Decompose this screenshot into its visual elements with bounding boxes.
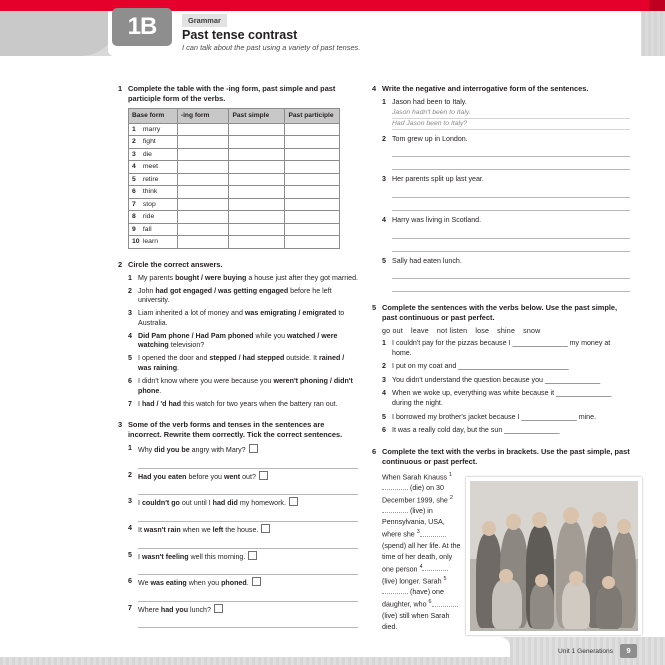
sentence-text: It was a really cold day, but the sun ______________: [392, 426, 560, 435]
table-row: [129, 198, 340, 211]
cell-base-form: 8 ride: [129, 211, 178, 224]
blank-line[interactable]: [382, 593, 408, 594]
tick-checkbox[interactable]: [261, 524, 270, 533]
col-ing-form: -ing form: [177, 108, 229, 123]
wordbox-item: snow: [523, 327, 541, 336]
prompt-sentence: Jason had been to Italy.: [392, 97, 467, 106]
item-number: 1: [382, 97, 386, 106]
item-number: 4: [382, 389, 386, 398]
item-number: 2: [382, 362, 386, 371]
right-column: [372, 84, 630, 644]
answer-line[interactable]: [392, 282, 630, 292]
list-item[interactable]: [382, 98, 630, 130]
list-item[interactable]: [382, 413, 630, 423]
list-item[interactable]: 2 Had you eaten before you went out?: [128, 471, 358, 496]
cell-base-form: 2 fight: [129, 136, 178, 149]
item-number: 6: [128, 377, 132, 386]
item-number: 5: [382, 256, 386, 265]
list-item[interactable]: 1 Why did you be angry with Mary?: [128, 444, 358, 469]
item-number: 4: [382, 216, 386, 225]
exercise-2-title: Circle the correct answers.: [128, 259, 223, 269]
list-item[interactable]: 1 My parents bought / were buying a house just after they got married.: [128, 273, 358, 282]
cell-past-participle[interactable]: [285, 186, 340, 199]
list-item[interactable]: 7 I had / 'd had this watch for two years when the battery ran out.: [128, 399, 338, 408]
exercise-5-title: Complete the sentences with the verbs below. Use the past simple, past continuous or past perfect.: [382, 303, 618, 323]
table-row: [129, 236, 340, 249]
blank-marker: 1: [449, 471, 453, 478]
answer-line[interactable]: [138, 539, 358, 549]
cell-ing-form[interactable]: [177, 148, 229, 161]
cell-past-participle[interactable]: [285, 211, 340, 224]
item-number: 5: [128, 354, 132, 363]
item-number: 3: [382, 375, 386, 384]
exercise-3-number: 3: [118, 420, 123, 430]
table-row: [129, 136, 340, 149]
list-item[interactable]: 5 I opened the door and stepped / had stepped outside. It rained / was raining.: [128, 354, 345, 373]
cell-base-form: 3 die: [129, 148, 178, 161]
list-item[interactable]: 7 Where had you lunch?: [128, 604, 358, 629]
blank-line[interactable]: [432, 606, 458, 607]
tick-checkbox[interactable]: [248, 551, 257, 560]
footer-white-panel: [0, 637, 510, 657]
cell-ing-form[interactable]: [177, 186, 229, 199]
cell-ing-form[interactable]: [177, 123, 229, 136]
page-subtitle: I can talk about the past using a variety of past tenses.: [182, 43, 361, 52]
exercise-6-title: Complete the text with the verbs in brackets. Use the past simple, past continuous or past perfect.: [382, 446, 630, 466]
blank-marker: 2: [449, 494, 453, 501]
item-number: 7: [128, 603, 132, 612]
cell-past-simple[interactable]: [229, 136, 285, 149]
list-item[interactable]: [382, 362, 630, 372]
blank-line[interactable]: [422, 570, 448, 571]
list-item[interactable]: [382, 339, 630, 358]
cell-ing-form[interactable]: [177, 236, 229, 249]
item-number: 3: [382, 175, 386, 184]
sample-answer: Had Jason been to Italy?: [392, 119, 630, 130]
cell-ing-form[interactable]: [177, 211, 229, 224]
sentence-text: I couldn't pay for the pizzas because I ______________ my money at home.: [392, 339, 611, 357]
exercise-6-content: [382, 471, 630, 633]
cell-past-participle[interactable]: [285, 223, 340, 236]
exercise-4-list: [382, 98, 630, 292]
top-red-bar-accent: [649, 0, 665, 11]
answer-line[interactable]: [392, 160, 630, 170]
answer-line[interactable]: [392, 188, 630, 198]
tick-checkbox[interactable]: [249, 444, 258, 453]
cell-base-form: 5 retire: [129, 173, 178, 186]
prompt-sentence: Harry was living in Scotland.: [392, 216, 482, 225]
cell-base-form: 6 think: [129, 186, 178, 199]
cell-past-participle[interactable]: [285, 161, 340, 174]
text-run: (live) longer. Sarah: [382, 577, 444, 586]
wordbox-item: leave: [410, 327, 429, 336]
item-number: 2: [128, 470, 132, 479]
text-run: (live) in Pennsylvania, USA, where she: [382, 507, 445, 539]
wordbox-item: lose: [475, 327, 490, 336]
cell-past-simple[interactable]: [229, 236, 285, 249]
sentence-text: When we woke up, everything was white because it ______________ during the night.: [392, 389, 612, 407]
answer-line[interactable]: [392, 229, 630, 239]
blank-marker: 5: [443, 575, 447, 582]
item-number: 2: [128, 286, 132, 295]
sample-answer: Jason hadn't been to Italy.: [392, 108, 630, 119]
cell-ing-form[interactable]: [177, 161, 229, 174]
list-item[interactable]: [382, 135, 630, 171]
table-row: [129, 173, 340, 186]
cell-past-simple[interactable]: [229, 123, 285, 136]
answer-line[interactable]: [392, 201, 630, 211]
list-item[interactable]: 6 I didn't know where you were because you weren't phoning / didn't phone.: [128, 377, 353, 395]
col-past-simple: Past simple: [229, 108, 285, 123]
text-run: (spend) all her life. At the time of her death, only one person: [382, 541, 461, 573]
cell-ing-form[interactable]: [177, 223, 229, 236]
exercise-5: [372, 303, 630, 435]
cell-past-simple[interactable]: [229, 161, 285, 174]
tick-checkbox[interactable]: [259, 471, 268, 480]
sentence-text: You didn't understand the question because you ______________: [392, 375, 601, 384]
list-item[interactable]: 6 We was eating when you phoned.: [128, 577, 358, 602]
page-number: 9: [620, 644, 637, 658]
cell-past-simple[interactable]: [229, 198, 285, 211]
exercise-4-title: Write the negative and interrogative form of the sentences.: [382, 84, 589, 93]
prompt-sentence: Sally had eaten lunch.: [392, 256, 462, 265]
blank-marker: 3: [416, 529, 420, 536]
family-photo: [466, 477, 642, 635]
table-row: [129, 211, 340, 224]
exercise-5-number: 5: [372, 303, 377, 313]
cell-base-form: 9 fall: [129, 223, 178, 236]
wordbox-item: shine: [497, 327, 516, 336]
item-number: 3: [128, 309, 132, 318]
list-item[interactable]: 4 Did Pam phone / Had Pam phoned while you watched / were watching television?: [128, 331, 338, 350]
list-item[interactable]: [382, 257, 630, 293]
list-item[interactable]: 5 I wasn't feeling well this morning.: [128, 551, 358, 576]
list-item[interactable]: [382, 376, 630, 386]
exercise-2-list: [128, 274, 358, 410]
answer-line[interactable]: [392, 147, 630, 157]
answer-line[interactable]: [392, 269, 630, 279]
list-item[interactable]: 3 I couldn't go out until I had did my homework.: [128, 497, 358, 522]
footer-label: Unit 1 Generations: [558, 648, 613, 655]
cell-past-participle[interactable]: [285, 123, 340, 136]
answer-line[interactable]: [138, 485, 358, 495]
exercise-3-list: [128, 444, 358, 628]
cell-past-participle[interactable]: [285, 236, 340, 249]
text-run: (have) one daughter, who: [382, 588, 444, 609]
exercise-1: [118, 84, 358, 249]
blank-line[interactable]: [420, 536, 446, 537]
col-past-participle: Past participle: [285, 108, 340, 123]
cell-past-participle[interactable]: [285, 173, 340, 186]
wordbox-item: go out: [382, 327, 403, 336]
answer-line[interactable]: [138, 459, 358, 469]
cell-base-form: 4 meet: [129, 161, 178, 174]
top-red-bar: [0, 0, 665, 11]
cell-ing-form[interactable]: [177, 136, 229, 149]
cell-past-simple[interactable]: [229, 186, 285, 199]
cell-base-form: 10 learn: [129, 236, 178, 249]
grammar-tag: Grammar: [182, 14, 227, 27]
cell-past-participle[interactable]: [285, 198, 340, 211]
answer-line[interactable]: [138, 592, 358, 602]
tick-checkbox[interactable]: [252, 577, 261, 586]
cell-ing-form[interactable]: [177, 198, 229, 211]
exercise-1-title: Complete the table with the -ing form, past simple and past participle form of the verbs.: [128, 84, 336, 103]
item-number: 4: [128, 523, 132, 532]
item-number: 6: [128, 577, 132, 586]
blank-line[interactable]: [382, 489, 408, 490]
header-curve: [0, 11, 120, 56]
table-row: [129, 148, 340, 161]
text-run: (die) on 30 December 1999, she: [382, 483, 450, 505]
item-number: 5: [128, 550, 132, 559]
item-number: 7: [128, 399, 132, 408]
answer-line[interactable]: [138, 618, 358, 628]
exercise-3-title: Some of the verb forms and tenses in the sentences are incorrect. Rewrite them correctly. Tick the correct sentences.: [128, 420, 343, 440]
exercise-3: [118, 420, 358, 628]
exercise-2-number: 2: [118, 259, 123, 269]
verb-table: [128, 108, 340, 249]
exercise-6: [372, 447, 630, 633]
sentence-text: I put on my coat and ____________________________: [392, 362, 569, 371]
exercise-2: [118, 260, 358, 410]
cell-past-simple[interactable]: [229, 148, 285, 161]
list-item[interactable]: [382, 389, 630, 408]
blank-marker: 6: [428, 599, 432, 606]
cell-past-simple[interactable]: [229, 211, 285, 224]
col-base-form: Base form: [129, 108, 178, 123]
answer-line[interactable]: [392, 242, 630, 252]
list-item[interactable]: 4 It wasn't rain when we left the house.: [128, 524, 358, 549]
list-item[interactable]: 3 Liam inherited a lot of money and was emigrating / emigrated to Australia.: [128, 309, 345, 327]
list-item[interactable]: [382, 426, 630, 436]
answer-line[interactable]: [138, 565, 358, 575]
item-number: 5: [382, 412, 386, 421]
exercise-4-number: 4: [372, 84, 377, 93]
exercise-1-number: 1: [118, 84, 123, 93]
list-item[interactable]: [382, 175, 630, 211]
cell-past-participle[interactable]: [285, 136, 340, 149]
blank-line[interactable]: [382, 512, 408, 513]
cell-past-simple[interactable]: [229, 223, 285, 236]
exercise-4: [372, 84, 630, 292]
family-photo-image: [470, 481, 638, 631]
list-item[interactable]: [382, 216, 630, 252]
exercise-6-number: 6: [372, 446, 377, 456]
cell-base-form: 1 marry: [129, 123, 178, 136]
blank-marker: 4: [419, 563, 423, 570]
exercise-6-text: [382, 471, 464, 633]
table-header-row: [129, 108, 340, 123]
item-number: 1: [128, 273, 132, 282]
unit-badge: 1B: [112, 8, 172, 46]
cell-ing-form[interactable]: [177, 173, 229, 186]
item-number: 6: [382, 426, 386, 435]
item-number: 3: [128, 497, 132, 506]
item-number: 1: [382, 339, 386, 348]
exercise-5-list: [382, 339, 630, 436]
item-number: 4: [128, 331, 132, 340]
cell-past-participle[interactable]: [285, 148, 340, 161]
sentence-text: I borrowed my brother's jacket because I ______________ mine.: [392, 412, 597, 421]
answer-line[interactable]: [138, 512, 358, 522]
cell-past-simple[interactable]: [229, 173, 285, 186]
table-row: [129, 161, 340, 174]
verb-wordbox: [382, 327, 630, 335]
prompt-sentence: Her parents split up last year.: [392, 175, 484, 184]
table-row: [129, 123, 340, 136]
tick-checkbox[interactable]: [214, 604, 223, 613]
page-title: Past tense contrast: [182, 28, 298, 42]
left-column: [118, 84, 358, 639]
table-row: [129, 223, 340, 236]
prompt-sentence: Tom grew up in London.: [392, 134, 468, 143]
item-number: 1: [128, 444, 132, 453]
table-row: [129, 186, 340, 199]
cell-base-form: 7 stop: [129, 198, 178, 211]
item-number: 2: [382, 134, 386, 143]
list-item[interactable]: 2 John had got engaged / was getting engaged before he left university.: [128, 286, 332, 305]
tick-checkbox[interactable]: [289, 497, 298, 506]
text-run: When Sarah Knauss: [382, 472, 450, 481]
wordbox-item: not listen: [436, 327, 468, 336]
text-run: (live) still when Sarah died.: [382, 611, 450, 631]
